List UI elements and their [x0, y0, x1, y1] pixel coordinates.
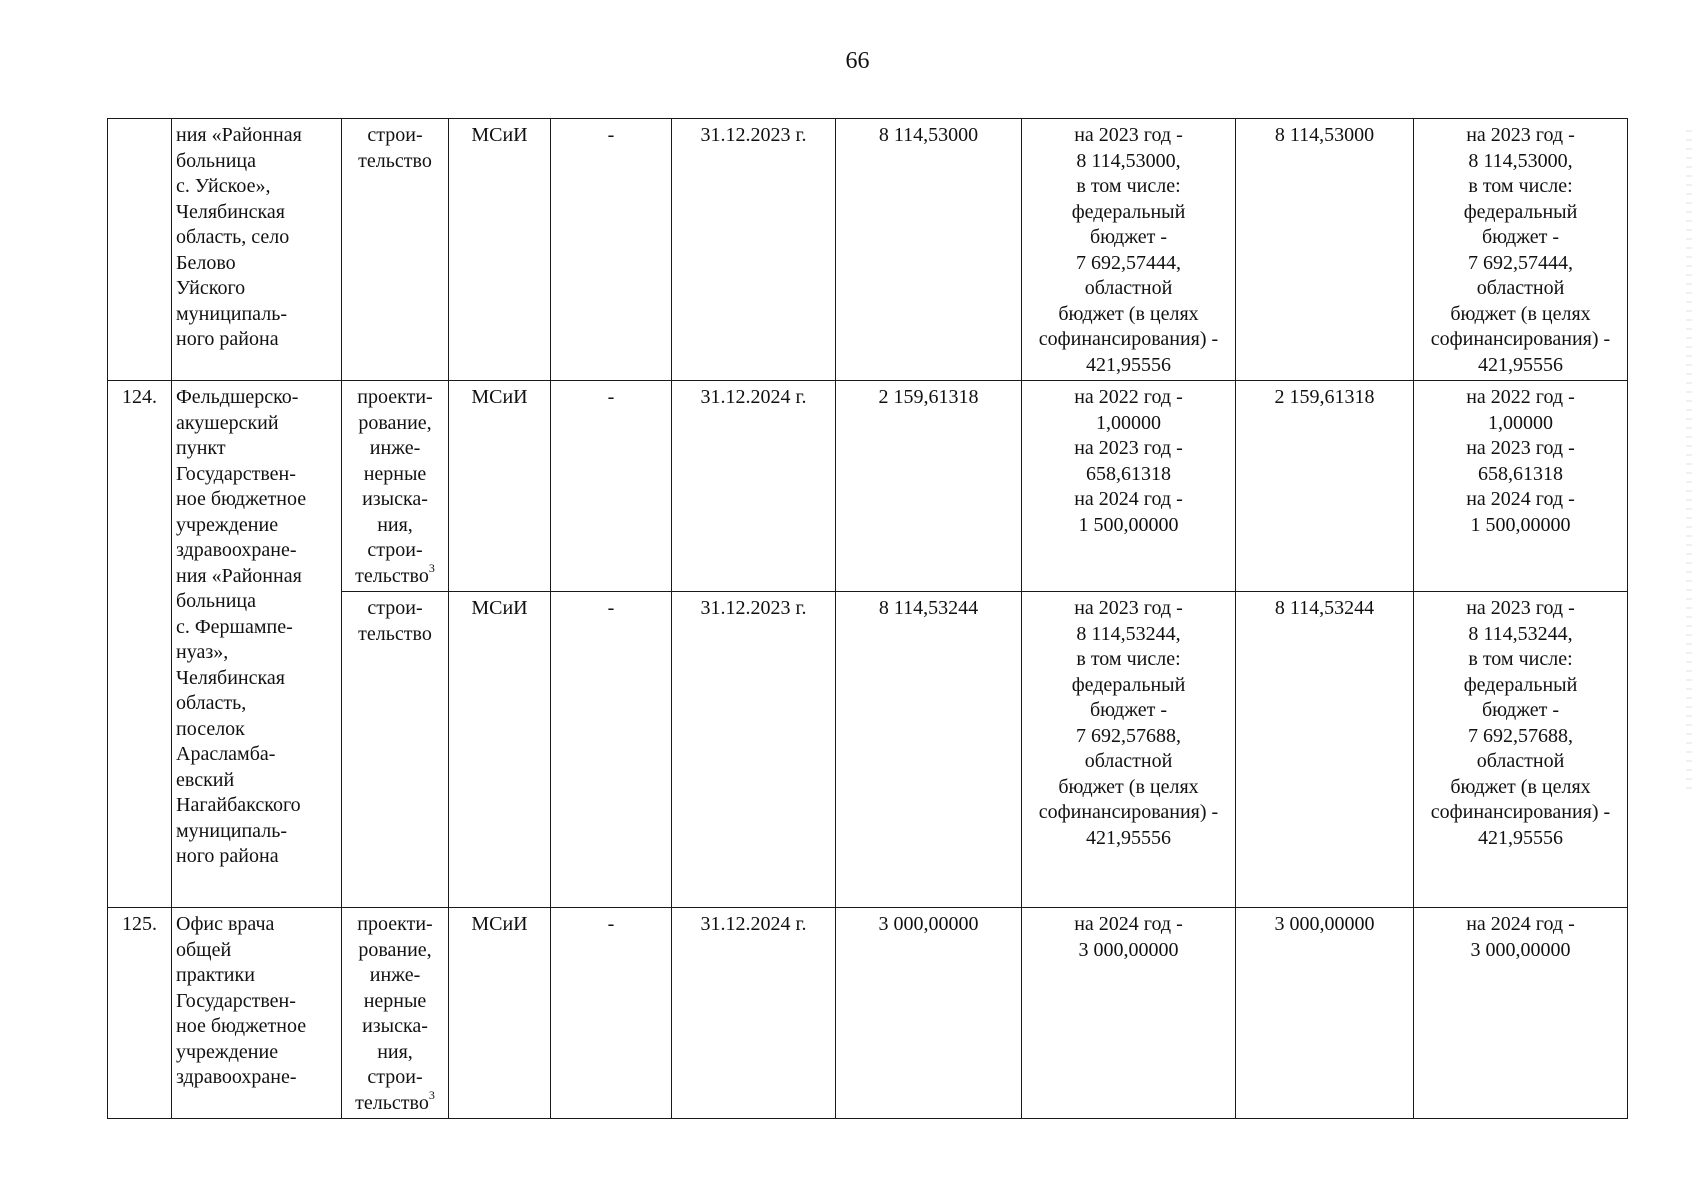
total-cost: 3 000,00000 [836, 908, 1022, 1119]
total-cost-2: 8 114,53244 [1236, 592, 1414, 908]
total-cost-2: 2 159,61318 [1236, 381, 1414, 592]
total-cost-2: 8 114,53000 [1236, 119, 1414, 381]
table-row [108, 908, 1628, 1119]
financing-breakdown: на 2024 год - 3 000,00000 [1022, 908, 1236, 1119]
completion-date: 31.12.2023 г. [672, 592, 836, 908]
object-name: ния «Районная больница с. Уйское», Челябинская область, село Белово Уйского муниципаль- ного района [172, 119, 342, 381]
financing-breakdown-2: на 2022 год - 1,00000 на 2023 год - 658,61318 на 2024 год - 1 500,00000 [1414, 381, 1628, 592]
completion-date: 31.12.2023 г. [672, 119, 836, 381]
dash-cell: - [551, 908, 672, 1119]
page-number: 66 [845, 48, 870, 74]
responsible: МСиИ [449, 908, 551, 1119]
financing-breakdown-2: на 2023 год - 8 114,53244, в том числе: федеральный бюджет - 7 692,57688, областной бюджет (в целях софинансирования) - 421,95556 [1414, 592, 1628, 908]
total-cost: 8 114,53000 [836, 119, 1022, 381]
dash-cell: - [551, 381, 672, 592]
scan-edge-artifact [1686, 130, 1692, 790]
dash-cell: - [551, 119, 672, 381]
work-type: строи- тельство [342, 592, 449, 908]
responsible: МСиИ [449, 381, 551, 592]
row-number [108, 119, 172, 381]
table-row [108, 381, 1628, 592]
financing-breakdown: на 2023 год - 8 114,53244, в том числе: федеральный бюджет - 7 692,57688, областной бюджет (в целях софинансирования) - 421,95556 [1022, 592, 1236, 908]
object-name: Фельдшерско- акушерский пункт Государствен- ное бюджетное учреждение здравоохране- ния «Районная больница с. Фершампе- нуаз», Челябинская область, поселок Арасламба- евский Нагайбакского муниципаль- ного района [172, 381, 342, 908]
financing-breakdown: на 2022 год - 1,00000 на 2023 год - 658,61318 на 2024 год - 1 500,00000 [1022, 381, 1236, 592]
footnote-mark: 3 [428, 1087, 435, 1102]
footnote-mark: 3 [428, 560, 435, 575]
total-cost-2: 3 000,00000 [1236, 908, 1414, 1119]
table-row [108, 119, 1628, 381]
work-type: проекти- рование, инже- нерные изыска- ния, строи- тельство$^3$ [342, 381, 449, 592]
financing-breakdown-2: на 2023 год - 8 114,53000, в том числе: федеральный бюджет - 7 692,57444, областной бюджет (в целях софинансирования) - 421,95556 [1414, 119, 1628, 381]
work-type: проекти- рование, инже- нерные изыска- ния, строи- тельство$^3$ [342, 908, 449, 1119]
completion-date: 31.12.2024 г. [672, 908, 836, 1119]
completion-date: 31.12.2024 г. [672, 381, 836, 592]
total-cost: 2 159,61318 [836, 381, 1022, 592]
dash-cell: - [551, 592, 672, 908]
row-number: 124. [108, 381, 172, 908]
responsible: МСиИ [449, 592, 551, 908]
object-name: Офис врача общей практики Государствен- ное бюджетное учреждение здравоохране- [172, 908, 342, 1119]
row-number: 125. [108, 908, 172, 1119]
objects-table [107, 118, 1628, 1119]
financing-breakdown: на 2023 год - 8 114,53000, в том числе: федеральный бюджет - 7 692,57444, областной бюджет (в целях софинансирования) - 421,95556 [1022, 119, 1236, 381]
total-cost: 8 114,53244 [836, 592, 1022, 908]
responsible: МСиИ [449, 119, 551, 381]
work-type: строи- тельство [342, 119, 449, 381]
financing-breakdown-2: на 2024 год - 3 000,00000 [1414, 908, 1628, 1119]
